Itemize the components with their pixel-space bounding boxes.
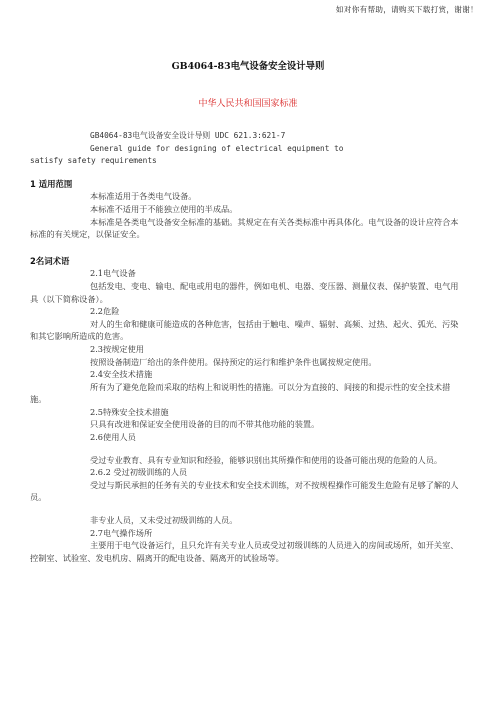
term-2-6-1-definition: 受过专业教育、具有专业知识和经验，能够识别出其所操作和使用的设备可能出现的危险的人员。 — [90, 454, 443, 465]
term-2-1-definition: 包括发电、变电、输电、配电或用电的器件，例如电机、电器、变压器、测量仪表、保护装置、电气用具（以下简称设备）。 — [30, 280, 459, 304]
term-2-5-definition: 只具有改进和保证安全使用设备的目的而不带其他功能的装置。 — [90, 419, 320, 430]
standard-line: GB4064-83电气设备安全设计导则 UDC 621.3:621-7 — [90, 131, 286, 140]
term-2-6-2-definition: 受过与斯民承担的任务有关的专业技术和安全技术训练，对不按规程操作可能发生危险有足够了解的人员。 — [30, 479, 459, 503]
term-2-3-title: 2.3按规定使用 — [90, 343, 144, 354]
term-2-6-2-title: 2.6.2 受过初级训练的人员 — [90, 467, 188, 478]
term-2-3-definition: 按照设备制造厂给出的条件使用。保持预定的运行和维护条件也属按规定使用。 — [90, 356, 377, 367]
document-title: GB4064-83电气设备安全设计导则 — [171, 61, 325, 72]
term-2-6-title: 2.6使用人员 — [90, 432, 136, 443]
term-2-6-3-definition: 非专业人员，又未受过初级训练的人员。 — [90, 515, 238, 526]
header-note: 如对你有帮助，请购买下载打赏，谢谢！ — [335, 5, 478, 14]
term-2-7-definition: 主要用于电气设备运行，且只允许有关专业人员或受过初级训练的人员进入的房间或场所，如开关室、控制室、试验室、发电机房、隔离开的配电设备、隔离开的试验场等。 — [30, 540, 459, 563]
term-2-2-title: 2.2危险 — [90, 306, 120, 317]
section-2-heading: 2名词术语 — [30, 255, 70, 266]
term-2-5-title: 2.5特殊安全技术措施 — [90, 406, 169, 417]
section-1-paragraph-3: 本标准是各类电气设备安全标准的基础。其规定在有关各类标准中再具体化。电气设备的设计应符合本标准的有关规定，以保证安全。 — [30, 216, 459, 240]
term-2-7-title: 2.7电气操作场所 — [90, 527, 153, 538]
section-1-heading: 1 适用范围 — [30, 178, 73, 189]
document-subtitle: 中华人民共和国国家标准 — [198, 99, 298, 109]
section-1-paragraph-1: 本标准适用于各类电气设备。 — [90, 191, 197, 202]
section-1-paragraph-2: 本标准不适用于不能独立使用的半成品。 — [90, 203, 238, 214]
term-2-2-definition: 对人的生命和健康可能造成的各种危害，包括由于触电、噪声、辐射、高频、过热、起火、弧光、污染和其它影响所造成的危害。 — [30, 318, 459, 342]
term-2-1-title: 2.1电气设备 — [90, 268, 136, 279]
english-title-line-1: General guide for designing of electrical equipment to — [90, 143, 344, 153]
term-2-4-title: 2.4安全技术措施 — [90, 369, 153, 380]
term-2-4-definition: 所有为了避免危险而采取的结构上和说明性的措施。可以分为直接的、间接的和提示性的安全技术措施。 — [30, 381, 451, 405]
english-title-line-2: satisfy safety requirements — [30, 156, 157, 166]
document-body — [30, 130, 460, 564]
